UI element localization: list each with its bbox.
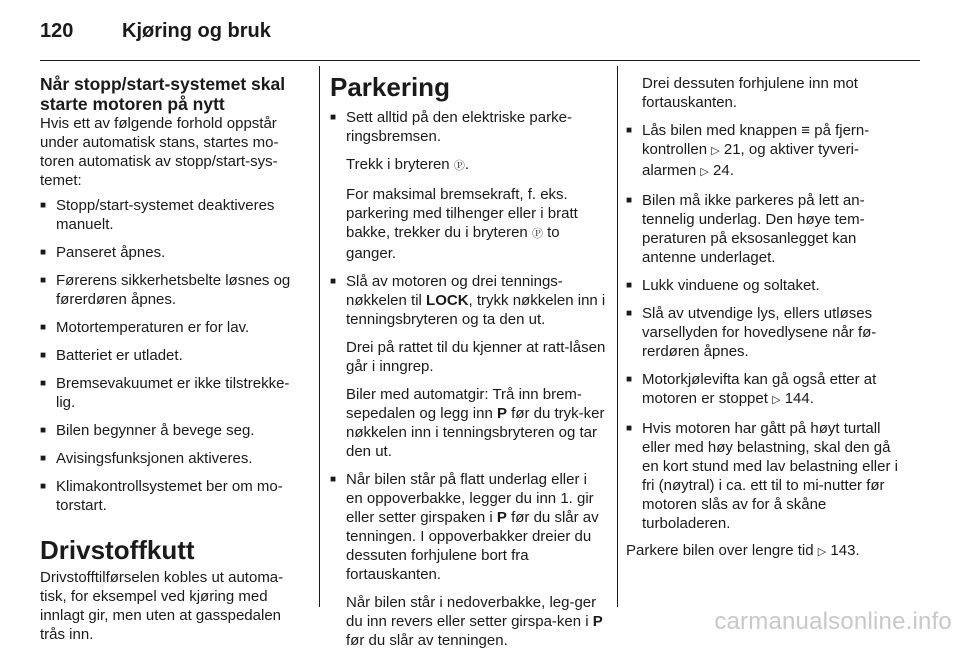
item-text: før du slår av tenningen.	[346, 632, 508, 649]
item-text: Når bilen står i nedoverbakke, leg-ger du inn revers eller setter girspa-ken i	[346, 594, 597, 630]
gear-p-label: P	[496, 509, 507, 526]
reference-arrow-icon: ▷	[700, 166, 709, 178]
list-item: ■ Motortemperaturen er for lav.	[40, 318, 308, 337]
lock-button-icon: ≡	[801, 122, 811, 139]
section-heading-parking: Parkering	[330, 72, 450, 102]
gear-p-label: P	[592, 613, 603, 630]
intro-text: Hvis ett av følgende forhold oppstår under automatisk stans, startes mo-toren automatisk av stopp/start-sys-temet:	[40, 115, 279, 189]
sub-paragraph	[346, 185, 606, 263]
list-item: ■ Hvis motoren har gått på høyt turtall eller med høy belastning, skal den gå en kort stund med lav belastning eller i fri (nøytral) i ca. ett til to mi-nutter før motoren slås av for å skåne turboladeren.	[626, 419, 902, 533]
restart-conditions-list	[40, 196, 308, 515]
sub-paragraph	[346, 155, 606, 176]
item-text: 24.	[713, 162, 734, 179]
list-item: ■ Førerens sikkerhetsbelte løsnes og førerdøren åpnes.	[40, 271, 308, 309]
page-header	[40, 20, 271, 50]
column-3	[626, 74, 902, 562]
item-text: , trykk nøkkelen inn i tenningsbryteren og ta den ut.	[346, 292, 606, 328]
header-rule	[40, 60, 920, 61]
item-text: Parkere bilen over lengre tid	[626, 542, 814, 559]
parking-list-continued	[626, 121, 902, 533]
list-item: ■ Bilen må ikke parkeres på lett an-tennelig underlag. Den høye tem-peraturen på eksosanlegget kan antenne underlaget.	[626, 191, 902, 267]
list-item: ■ Batteriet er utladet.	[40, 346, 308, 365]
item-text: Slå av motoren og drei tennings-nøkkelen til	[346, 273, 563, 309]
item-text: Biler med automatgir: Trå inn brem-sepedalen og legg inn	[346, 386, 582, 422]
column-1	[40, 74, 308, 644]
gear-p-label: P	[496, 405, 507, 422]
sub-paragraph	[346, 385, 606, 461]
page-title: Kjøring og bruk	[122, 20, 271, 42]
list-item: ■ Klimakontrollsystemet ber om mo-torstart.	[40, 477, 308, 515]
reference-arrow-icon: ▷	[772, 394, 781, 406]
lock-label: LOCK	[426, 292, 469, 309]
list-item: ■ Stopp/start-systemet deaktiveres manuelt.	[40, 196, 308, 234]
list-item	[330, 272, 606, 461]
column-divider-2	[617, 66, 618, 607]
sub-paragraph: Drei på rattet til du kjenner at ratt-låsen går i inngrep.	[346, 339, 606, 375]
list-item: ■ Bilen begynner å bevege seg.	[40, 421, 308, 440]
final-paragraph	[626, 541, 902, 562]
item-text: Motorkjølevifta kan gå også etter at motoren er stoppet	[642, 371, 877, 407]
watermark: carmanualsonline.info	[714, 608, 952, 635]
list-item: ■ Bremsevakuumet er ikke tilstrekke-lig.	[40, 374, 308, 412]
list-item	[330, 470, 606, 650]
item-text: Trekk i bryteren	[346, 156, 450, 173]
item-text: 21, og aktiver tyveri-alarmen	[642, 141, 859, 179]
item-text: før du tryk-ker nøkkelen inn i tenningsbryteren og tar den ut.	[346, 405, 605, 460]
list-item: ■ Slå av utvendige lys, ellers utløses varsellyden for hovedlysene når fø-rerdøren åpnes.	[626, 304, 902, 361]
list-item	[330, 108, 606, 263]
item-text: på fjern-kontrollen	[642, 122, 870, 158]
column-2	[330, 72, 606, 650]
section-heading-restart: Når stopp/start-systemet skal starte motoren på nytt	[40, 74, 286, 114]
section-heading-fuel-cut: Drivstoffkutt	[40, 535, 195, 565]
item-text: to ganger.	[346, 224, 560, 262]
item-text: Lås bilen med knappen	[642, 122, 798, 139]
item-text: 143.	[830, 542, 860, 559]
fuel-cut-text: Drivstofftilførselen kobles ut automa-tisk, for eksempel ved kjøring med innlagt gir, men uten at gasspedalen trås inn.	[40, 569, 284, 643]
item-text: .	[464, 156, 469, 173]
item-text: Sett alltid på den elektriske parke-ringsbremsen.	[346, 109, 572, 145]
reference-arrow-icon: ▷	[711, 145, 720, 157]
park-brake-icon: Ⓟ	[531, 228, 543, 240]
park-brake-icon: Ⓟ	[453, 160, 465, 172]
list-item	[626, 370, 902, 410]
list-item	[626, 121, 902, 182]
reference-arrow-icon: ▷	[817, 546, 827, 558]
list-item: ■ Lukk vinduene og soltaket.	[626, 276, 902, 295]
list-item: ■ Avisingsfunksjonen aktiveres.	[40, 449, 308, 468]
item-text: 144.	[784, 390, 814, 407]
column-divider-1	[319, 66, 320, 607]
item-text: før du slår av tenningen. I oppoverbakker dreier du dessuten forhjulene bort fra fortauskanten.	[346, 509, 599, 583]
item-text: For maksimal bremsekraft, f. eks. parkering med tilhenger eller i bratt bakke, trekker du i bryteren	[346, 186, 578, 241]
page-number: 120	[40, 20, 74, 42]
parking-list	[330, 108, 606, 650]
continued-text: Drei dessuten forhjulene inn mot fortauskanten.	[642, 75, 858, 111]
item-text: Når bilen står på flatt underlag eller i en oppoverbakke, legger du inn 1. gir eller setter girspaken i	[346, 471, 594, 526]
list-item: ■ Panseret åpnes.	[40, 243, 308, 262]
sub-paragraph	[346, 593, 606, 650]
